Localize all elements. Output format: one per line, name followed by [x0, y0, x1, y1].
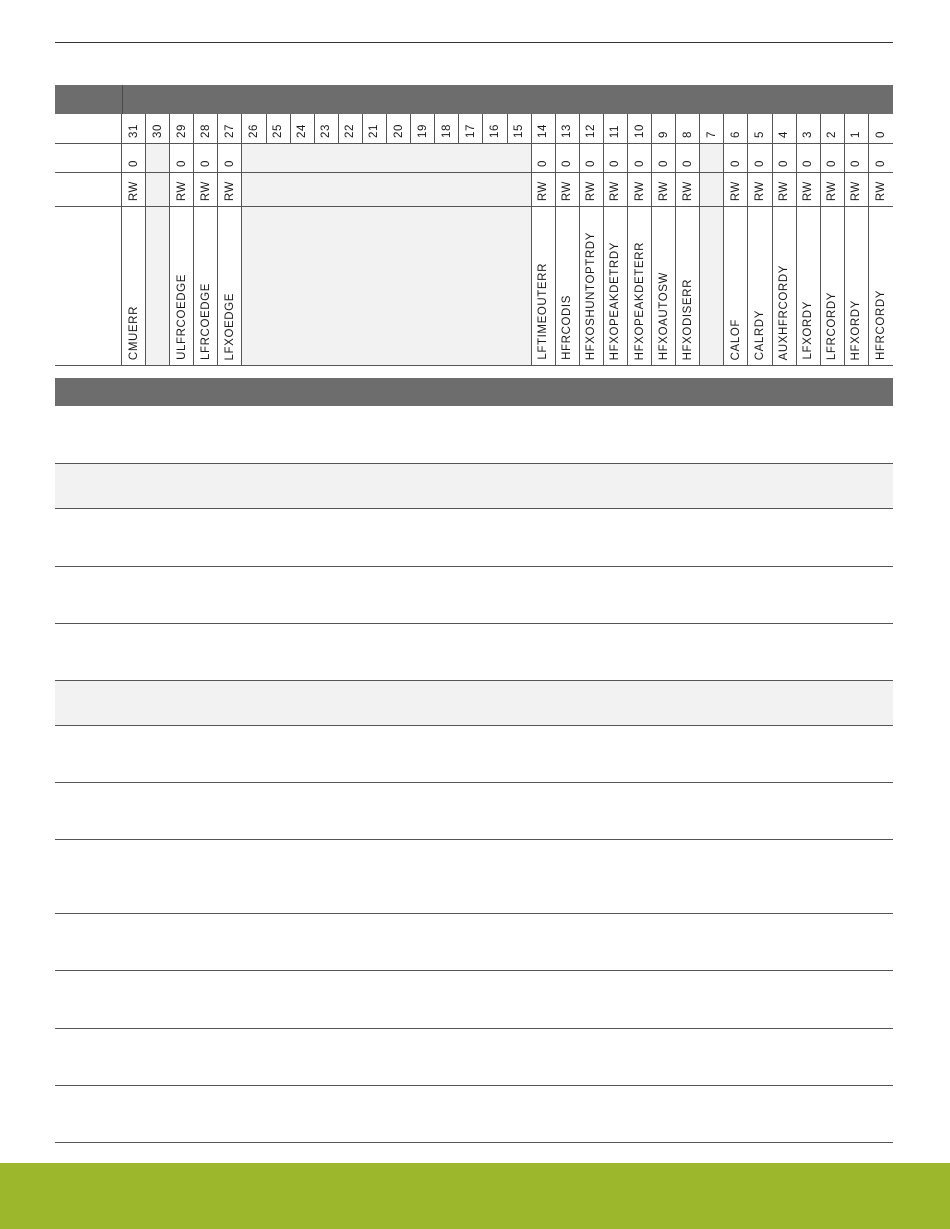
access-cell [845, 173, 869, 206]
reset-value-text: 0 [175, 160, 188, 167]
bit-number-cell [532, 114, 556, 143]
bit-number-cell [435, 114, 459, 143]
bit-number-cell [411, 114, 435, 143]
bit-number-cell [146, 114, 170, 143]
access-cell [773, 173, 797, 206]
bit-number-cell [315, 114, 339, 143]
field-name-cell [604, 207, 628, 365]
access-text: RW [175, 180, 188, 201]
reset-value-text: 0 [199, 160, 212, 167]
bit-number-text: 3 [802, 131, 815, 138]
reset-value-cell [218, 144, 242, 172]
name-row-label-cell [55, 207, 122, 365]
access-text: RW [633, 180, 646, 201]
access-text: RW [223, 180, 236, 201]
description-row [55, 840, 893, 914]
field-name-text: HFXOPEAKDETRDY [609, 241, 622, 360]
reserved-bit-cell [700, 144, 724, 172]
reset-value-row [55, 144, 893, 173]
bit-number-text: 29 [175, 124, 188, 138]
reset-value-cell [170, 144, 194, 172]
bit-number-text: 25 [272, 124, 285, 138]
bit-number-text: 14 [537, 124, 550, 138]
bit-number-cell [122, 114, 146, 143]
field-name-cell [580, 207, 604, 365]
reset-value-text: 0 [826, 160, 839, 167]
bit-number-text: 26 [248, 124, 261, 138]
reset-value-cell [821, 144, 845, 172]
access-cell [748, 173, 772, 206]
bit-number-text: 7 [705, 131, 718, 138]
field-name-cell [724, 207, 748, 365]
bit-number-cell [459, 114, 483, 143]
bit-number-cell [291, 114, 315, 143]
field-name-cell [628, 207, 652, 365]
access-cell [821, 173, 845, 206]
field-name-text: HFXOPEAKDETERR [633, 241, 646, 360]
field-name-cell [218, 207, 242, 365]
reserved-bit-cell [242, 144, 531, 172]
field-name-text: ULFRCOEDGE [175, 274, 188, 360]
reset-value-cell [122, 144, 146, 172]
page-top-rule [55, 42, 893, 43]
bit-number-cell [604, 114, 628, 143]
access-cell [122, 173, 146, 206]
bit-number-cell [483, 114, 507, 143]
access-text: RW [826, 180, 839, 201]
description-row [55, 464, 893, 509]
bit-number-text: 15 [513, 124, 526, 138]
field-name-cell [532, 207, 556, 365]
access-text: RW [753, 180, 766, 201]
field-name-cell [869, 207, 893, 365]
access-text: RW [874, 180, 887, 201]
reset-value-cell [797, 144, 821, 172]
bit-number-text: 2 [826, 131, 839, 138]
bit-number-cell [652, 114, 676, 143]
description-row [55, 567, 893, 624]
access-text: RW [850, 180, 863, 201]
reserved-bit-cell [242, 207, 531, 365]
access-cell [676, 173, 700, 206]
reserved-bit-cell [700, 173, 724, 206]
bit-number-text: 4 [778, 131, 791, 138]
bit-number-cell [194, 114, 218, 143]
access-text: RW [127, 180, 140, 201]
reset-value-text: 0 [223, 160, 236, 167]
reset-value-text: 0 [127, 160, 140, 167]
description-row [55, 726, 893, 783]
reset-value-text: 0 [633, 160, 646, 167]
reset-value-text: 0 [585, 160, 598, 167]
access-text: RW [199, 180, 212, 201]
field-name-text: HFRCODIS [561, 295, 574, 360]
reset-value-cell [676, 144, 700, 172]
bit-number-text: 22 [344, 124, 357, 138]
reset-value-text: 0 [802, 160, 815, 167]
reset-value-cell [194, 144, 218, 172]
bit-number-text: 27 [223, 124, 236, 138]
field-name-text: CALRDY [753, 309, 766, 360]
bit-number-text: 24 [296, 124, 309, 138]
description-row [55, 624, 893, 681]
reset-value-cell [652, 144, 676, 172]
field-name-text: LFXORDY [802, 301, 815, 360]
field-name-cell [652, 207, 676, 365]
field-name-text: HFXOSHUNTOPTRDY [585, 231, 598, 360]
reset-value-cell [773, 144, 797, 172]
description-table-header [55, 378, 893, 406]
bit-number-text: 11 [609, 124, 622, 138]
reserved-bit-cell [146, 173, 170, 206]
reset-value-cell [628, 144, 652, 172]
bit-number-cell [218, 114, 242, 143]
description-row [55, 406, 893, 464]
bit-number-cell [821, 114, 845, 143]
access-cell [580, 173, 604, 206]
bit-number-cell [339, 114, 363, 143]
bit-number-cell [267, 114, 291, 143]
bit-number-text: 28 [199, 124, 212, 138]
description-row [55, 971, 893, 1029]
reset-value-text: 0 [609, 160, 622, 167]
access-text: RW [657, 180, 670, 201]
field-name-text: CMUERR [127, 305, 140, 360]
bit-number-text: 21 [368, 124, 381, 138]
field-name-cell [676, 207, 700, 365]
access-text: RW [609, 180, 622, 201]
reset-value-cell [532, 144, 556, 172]
bit-number-cell [628, 114, 652, 143]
access-row [55, 173, 893, 207]
reset-row-label-cell [55, 144, 122, 172]
bit-number-cell [242, 114, 266, 143]
field-name-cell [556, 207, 580, 365]
bit-number-cell [387, 114, 411, 143]
reset-value-cell [724, 144, 748, 172]
description-row [55, 783, 893, 840]
bit-number-cell [869, 114, 893, 143]
description-row [55, 1029, 893, 1086]
bit-number-text: 20 [392, 124, 405, 138]
access-text: RW [681, 180, 694, 201]
register-table-header [55, 85, 893, 114]
bit-number-text: 5 [753, 131, 766, 138]
field-name-cell [821, 207, 845, 365]
bit-number-text: 31 [127, 124, 140, 138]
field-name-text: HFXODISERR [681, 278, 694, 360]
reset-value-text: 0 [657, 160, 670, 167]
access-cell [170, 173, 194, 206]
access-cell [628, 173, 652, 206]
bit-number-text: 16 [488, 124, 501, 138]
bit-number-text: 19 [416, 124, 429, 138]
access-text: RW [778, 180, 791, 201]
bit-number-cell [170, 114, 194, 143]
header-separator [122, 85, 123, 114]
reset-value-cell [869, 144, 893, 172]
bit-number-text: 23 [320, 124, 333, 138]
access-text: RW [561, 180, 574, 201]
reset-value-cell [845, 144, 869, 172]
field-name-cell [748, 207, 772, 365]
field-name-cell [845, 207, 869, 365]
bit-number-text: 30 [151, 124, 164, 138]
description-row [55, 681, 893, 726]
reset-value-text: 0 [778, 160, 791, 167]
field-name-text: HFXOAUTOSW [657, 271, 670, 360]
field-name-text: CALOF [729, 318, 742, 360]
access-cell [797, 173, 821, 206]
bit-number-cell [700, 114, 724, 143]
bit-number-cell [748, 114, 772, 143]
access-text: RW [537, 180, 550, 201]
field-name-row [55, 207, 893, 366]
bit-number-text: 6 [729, 131, 742, 138]
bit-number-text: 13 [561, 124, 574, 138]
bit-number-cell [363, 114, 387, 143]
bit-number-cell [556, 114, 580, 143]
reset-value-text: 0 [874, 160, 887, 167]
access-text: RW [585, 180, 598, 201]
bit-number-text: 10 [633, 124, 646, 138]
field-name-text: LFXOEDGE [223, 292, 236, 360]
reset-value-text: 0 [729, 160, 742, 167]
field-name-text: AUXHFRCORDY [778, 264, 791, 360]
access-cell [604, 173, 628, 206]
bit-number-cell [676, 114, 700, 143]
field-name-cell [797, 207, 821, 365]
field-name-text: LFRCORDY [826, 291, 839, 360]
reset-value-cell [580, 144, 604, 172]
field-name-cell [170, 207, 194, 365]
reset-value-text: 0 [537, 160, 550, 167]
reset-value-cell [556, 144, 580, 172]
register-bit-table [55, 85, 893, 366]
bit-number-text: 0 [874, 131, 887, 138]
reserved-bit-cell [146, 144, 170, 172]
access-cell [724, 173, 748, 206]
bit-number-text: 12 [585, 124, 598, 138]
reserved-bit-cell [146, 207, 170, 365]
bit-number-text: 18 [440, 124, 453, 138]
reset-value-text: 0 [561, 160, 574, 167]
field-name-cell [122, 207, 146, 365]
reset-value-cell [604, 144, 628, 172]
access-text: RW [802, 180, 815, 201]
field-name-cell [773, 207, 797, 365]
reset-value-text: 0 [850, 160, 863, 167]
access-row-label-cell [55, 173, 122, 206]
bit-number-text: 9 [657, 131, 670, 138]
bit-number-text: 1 [850, 131, 863, 138]
bit-number-cell [724, 114, 748, 143]
access-cell [194, 173, 218, 206]
description-row [55, 1086, 893, 1143]
bit-number-cell [845, 114, 869, 143]
description-row [55, 914, 893, 971]
access-cell [532, 173, 556, 206]
bit-number-cell [580, 114, 604, 143]
reset-value-text: 0 [681, 160, 694, 167]
field-name-cell [194, 207, 218, 365]
bit-number-text: 17 [464, 124, 477, 138]
reset-value-text: 0 [753, 160, 766, 167]
bit-number-cell [773, 114, 797, 143]
reserved-bit-cell [700, 207, 724, 365]
access-cell [869, 173, 893, 206]
bit-number-row [55, 114, 893, 144]
field-name-text: LFRCOEDGE [199, 283, 212, 360]
footer-band [0, 1163, 950, 1229]
access-cell [218, 173, 242, 206]
access-cell [556, 173, 580, 206]
access-text: RW [729, 180, 742, 201]
bit-number-cell [797, 114, 821, 143]
reset-value-cell [748, 144, 772, 172]
access-cell [652, 173, 676, 206]
bit-row-label-cell [55, 114, 122, 143]
field-name-text: HFXORDY [850, 299, 863, 360]
field-name-text: HFRCORDY [874, 290, 887, 360]
reserved-bit-cell [242, 173, 531, 206]
description-row [55, 509, 893, 567]
field-name-text: LFTIMEOUTERR [537, 263, 550, 360]
bit-number-text: 8 [681, 131, 694, 138]
bit-number-cell [508, 114, 532, 143]
